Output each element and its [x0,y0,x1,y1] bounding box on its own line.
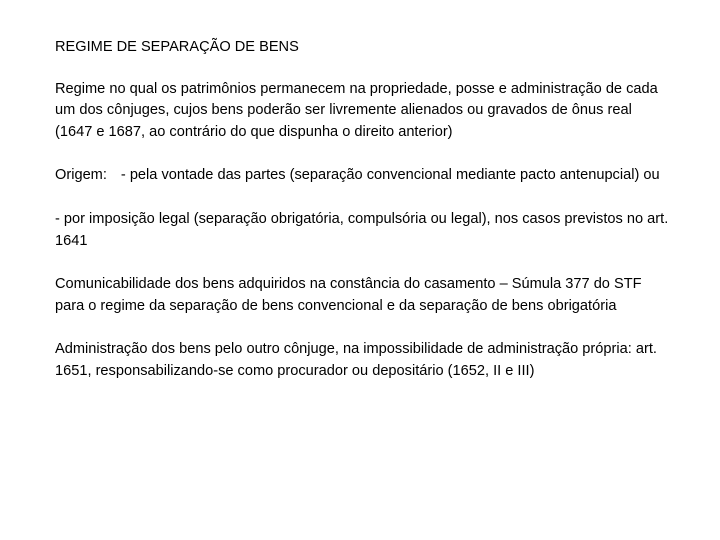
document-title: REGIME DE SEPARAÇÃO DE BENS [55,39,299,55]
paragraph-administration: Administração dos bens pelo outro cônjuge, na impossibilidade de administração própria: art. 1651, responsabilizando-se como procurador ou depositário (1652, II e III) [55,341,657,379]
slide-content [55,37,673,405]
paragraph-legal-imposition: - por imposição legal (separação obrigatória, compulsória ou legal), nos casos previstos no art. 1641 [55,210,669,249]
origin-label: Origem: [55,167,107,184]
paragraph-origin [55,165,673,187]
origin-convention-text: - pela vontade das partes (separação convencional mediante pacto antenupcial) ou [120,167,660,184]
paragraph-definition: Regime no qual os patrimônios permanecem na propriedade, posse e administração de cada um dos cônjuges, cujos bens poderão ser livremente alienados ou gravados de ônus real (1647 e 1687, ao contrário do que dispunha o direito anterior) [55,80,658,140]
paragraph-communicability: Comunicabilidade dos bens adquiridos na constância do casamento – Súmula 377 do STF para o regime da separação de bens convencional e da separação de bens obrigatória [55,276,642,314]
